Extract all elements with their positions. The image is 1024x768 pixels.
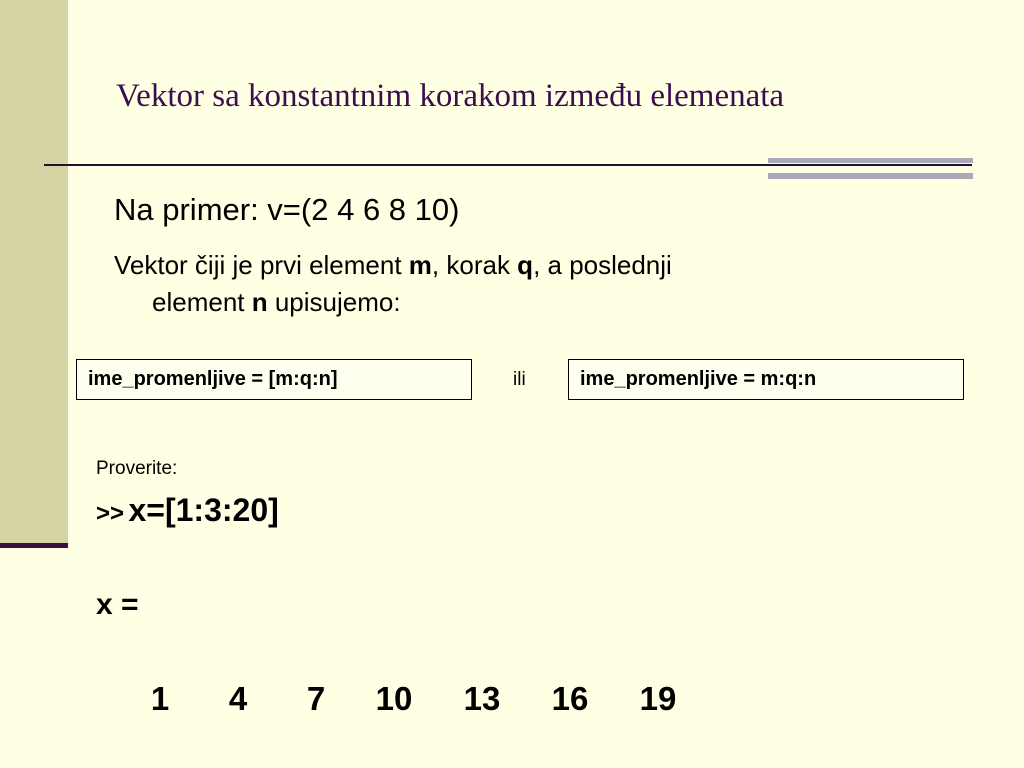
command-line <box>96 492 279 529</box>
check-label: Proverite: <box>96 458 178 479</box>
description-text <box>114 247 914 321</box>
description-line-2 <box>114 284 914 321</box>
description-part-3: , a poslednji <box>533 250 672 280</box>
result-values-row <box>0 680 1024 724</box>
decorative-bar-top <box>768 158 973 163</box>
result-value: 4 <box>228 680 248 717</box>
description-part-4: element <box>152 287 252 317</box>
title-divider <box>44 164 972 166</box>
result-value: 16 <box>551 680 589 717</box>
variable-m: m <box>408 250 432 280</box>
example-text: Na primer: v=(2 4 6 8 10) <box>114 192 460 227</box>
result-value: 7 <box>306 680 326 717</box>
result-value: 10 <box>375 680 413 717</box>
description-part-5: upisujemo: <box>267 287 401 317</box>
result-value: 19 <box>639 680 677 717</box>
result-label: x = <box>96 588 139 621</box>
description-part-1: Vektor čiji je prvi element <box>114 250 409 280</box>
slide-title: Vektor sa konstantnim korakom između elemenata <box>116 78 785 114</box>
syntax-box-plain: ime_promenljive = m:q:n <box>568 359 964 400</box>
variable-n: n <box>251 287 268 317</box>
decorative-bar-bottom <box>768 173 973 179</box>
left-decorative-band <box>0 0 68 545</box>
result-value: 13 <box>463 680 501 717</box>
description-part-2: , korak <box>431 250 518 280</box>
command-prompt: >> <box>96 500 125 527</box>
or-label: ili <box>513 369 526 390</box>
syntax-box-brackets: ime_promenljive = [m:q:n] <box>76 359 472 400</box>
variable-q: q <box>517 250 534 280</box>
result-value: 1 <box>150 680 170 717</box>
left-accent-bar <box>0 543 68 548</box>
command-expression: x=[1:3:20] <box>128 492 279 528</box>
